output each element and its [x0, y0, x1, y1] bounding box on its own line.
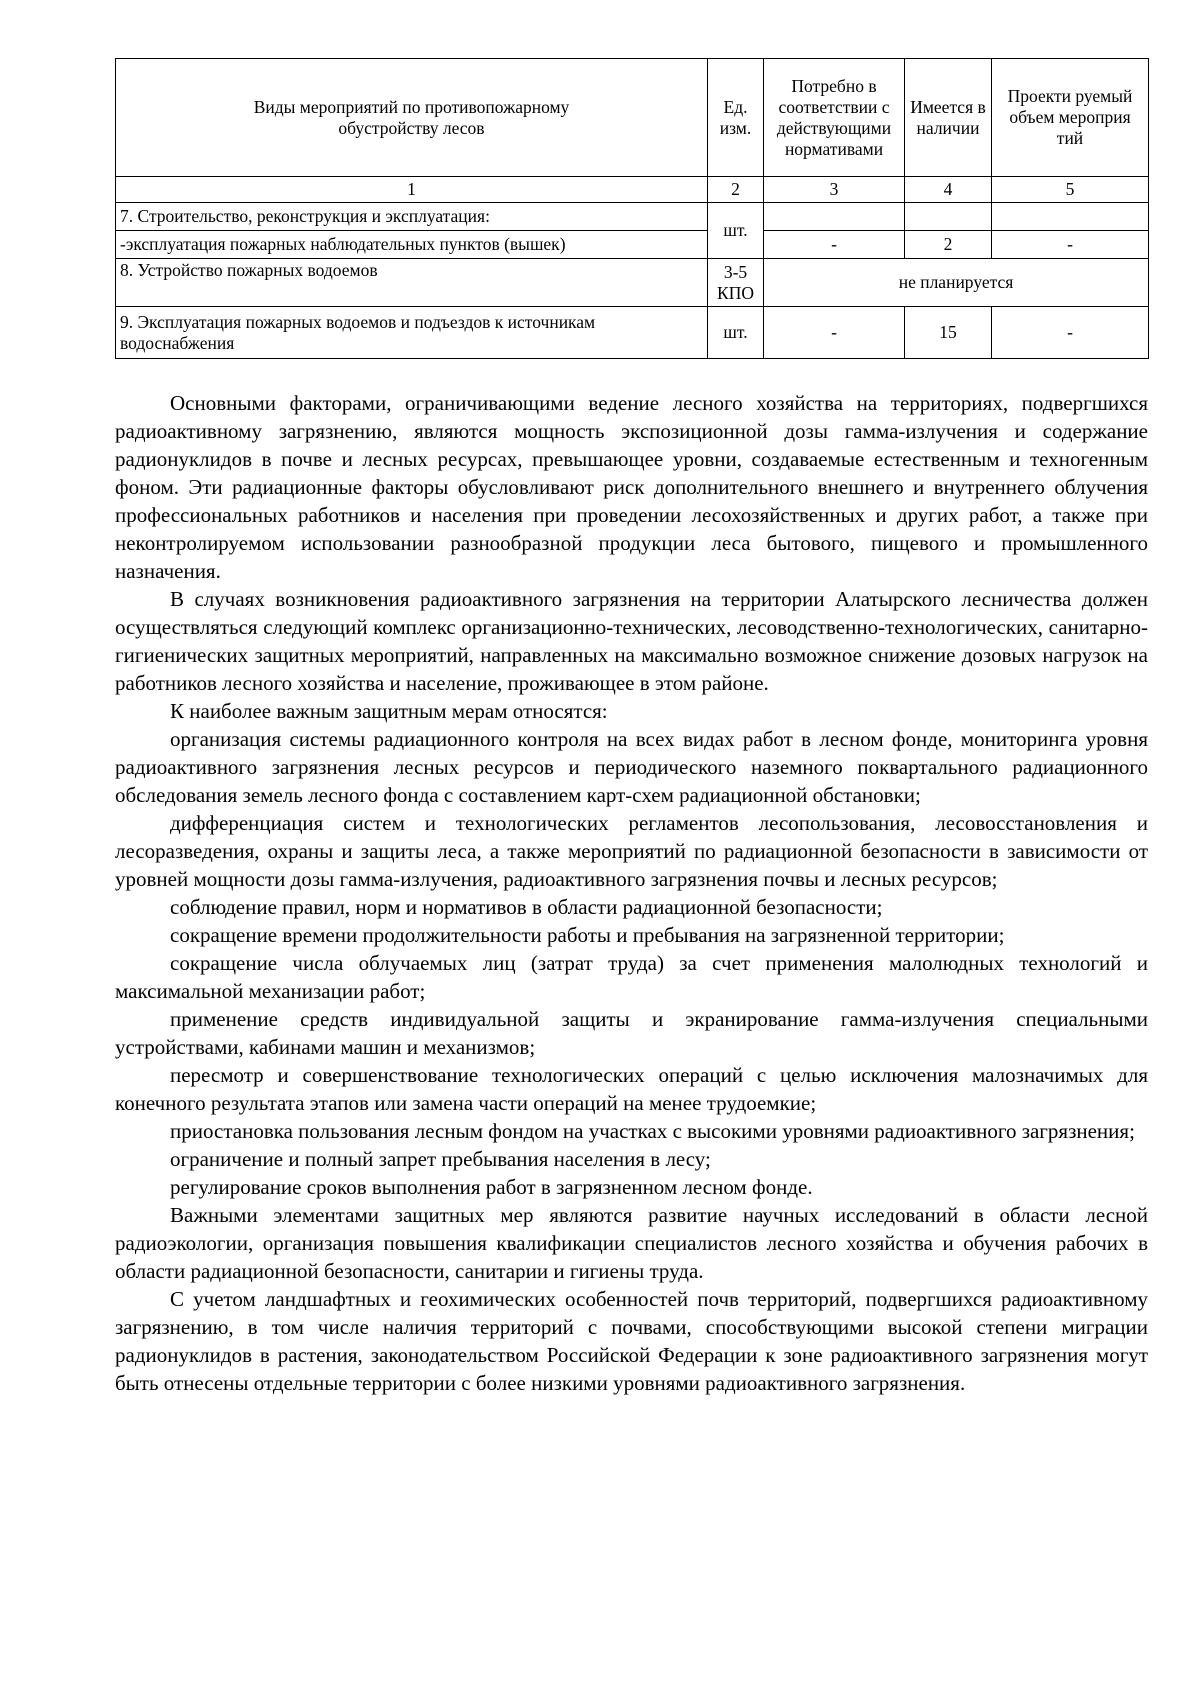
paragraph: Важными элементами защитных мер являются развитие научных исследований в области лесной радиоэкологии, организация повышения квалификации специалистов лесного хозяйства и обучения рабочих в области радиационной безопасности, санитарии и гигиены труда.: [115, 1203, 1148, 1283]
column-number: 1: [116, 177, 708, 203]
table-row: [116, 231, 1149, 259]
header-available: Имеется в наличии: [905, 59, 992, 177]
row7-required: -: [764, 231, 905, 259]
row8-unit: 3-5 КПО: [708, 259, 764, 307]
paragraph: Основными факторами, ограничивающими ведение лесного хозяйства на территориях, подвергшихся радиоактивному загрязнению, являются мощность экспозиционной дозы гамма-излучения и содержание радионуклидов в почве и лесных ресурсах, превышающее уровни, создаваемые естественным и техногенным фоном. Эти радиационные факторы обусловливают риск дополнительного внешнего и внутреннего облучения профессиональных работников и населения при проведении лесохозяйственных и других работ, а также при неконтролируемом использовании разнообразной продукции леса бытового, пищевого и промышленного назначения.: [115, 391, 1148, 583]
row9-planned: -: [992, 307, 1149, 359]
paragraph: дифференциация систем и технологических регламентов лесопользования, лесовосстановления и лесоразведения, охраны и защиты леса, а также мероприятий по радиационной безопасности в зависимости от уровней мощности дозы гамма-излучения, радиоактивного загрязнения почвы и лесных ресурсов;: [115, 811, 1148, 891]
table-header-row: [116, 59, 1149, 177]
row9-required: -: [764, 307, 905, 359]
row7-subtitle: -эксплуатация пожарных наблюдательных пунктов (вышек): [116, 231, 708, 259]
column-number: 3: [764, 177, 905, 203]
paragraph: соблюдение правил, норм и нормативов в области радиационной безопасности;: [170, 895, 883, 919]
header-activity: Виды мероприятий по противопожарному обустройству лесов: [116, 59, 708, 177]
paragraph: ограничение и полный запрет пребывания населения в лесу;: [170, 1147, 711, 1171]
paragraph: регулирование сроков выполнения работ в загрязненном лесном фонде.: [170, 1175, 813, 1199]
column-number-row: [116, 177, 1149, 203]
paragraph: приостановка пользования лесным фондом на участках с высокими уровнями радиоактивного загрязнения;: [170, 1119, 1135, 1143]
table-row: [116, 259, 1149, 307]
row7-available: 2: [905, 231, 992, 259]
body-text: [115, 389, 1148, 1397]
column-number: 5: [992, 177, 1149, 203]
row9-title: 9. Эксплуатация пожарных водоемов и подъездов к источникам водоснабжения: [116, 307, 708, 359]
column-number: 4: [905, 177, 992, 203]
header-planned: Проекти руемый объем мероприя тий: [992, 59, 1149, 177]
paragraph: сокращение времени продолжительности работы и пребывания на загрязненной территории;: [170, 923, 1005, 947]
table-row: [116, 307, 1149, 359]
row8-title: 8. Устройство пожарных водоемов: [116, 259, 708, 307]
paragraph: пересмотр и совершенствование технологических операций с целью исключения малозначимых для конечного результата этапов или замена части операций на менее трудоемкие;: [115, 1063, 1148, 1115]
fire-measures-table: [115, 58, 1149, 359]
header-required: Потребно в соответствии с действующими нормативами: [764, 59, 905, 177]
paragraph: сокращение числа облучаемых лиц (затрат труда) за счет применения малолюдных технологий и максимальной механизации работ;: [115, 951, 1148, 1003]
paragraph: применение средств индивидуальной защиты и экранирование гамма-излучения специальными устройствами, кабинами машин и механизмов;: [115, 1007, 1148, 1059]
table-row: [116, 203, 1149, 231]
row7-title: 7. Строительство, реконструкция и эксплуатация:: [116, 203, 708, 231]
header-unit: Ед. изм.: [708, 59, 764, 177]
document-page: [115, 58, 1148, 1397]
row7-unit: шт.: [708, 203, 764, 259]
paragraph: С учетом ландшафтных и геохимических особенностей почв территорий, подвергшихся радиоактивному загрязнению, в том числе наличия территорий с почвами, способствующими высокой степени миграции радионуклидов в растения, законодательством Российской Федерации к зоне радиоактивного загрязнения могут быть отнесены отдельные территории с более низкими уровнями радиоактивного загрязнения.: [115, 1287, 1148, 1395]
row7-planned: -: [992, 231, 1149, 259]
column-number: 2: [708, 177, 764, 203]
paragraph: организация системы радиационного контроля на всех видах работ в лесном фонде, мониторинга уровня радиоактивного загрязнения лесных ресурсов и периодического наземного поквартального радиационного обследования земель лесного фонда с составлением карт-схем радиационной обстановки;: [115, 727, 1148, 807]
paragraph: В случаях возникновения радиоактивного загрязнения на территории Алатырского лесничества должен осуществляться следующий комплекс организационно-технических, лесоводственно-технологических, санитарно-гигиенических защитных мероприятий, направленных на максимально возможное снижение дозовых нагрузок на работников лесного хозяйства и население, проживающее в этом районе.: [115, 587, 1148, 695]
row9-unit: шт.: [708, 307, 764, 359]
paragraph: К наиболее важным защитным мерам относятся:: [170, 699, 608, 723]
row9-available: 15: [905, 307, 992, 359]
row8-merged-note: не планируется: [764, 259, 1149, 307]
